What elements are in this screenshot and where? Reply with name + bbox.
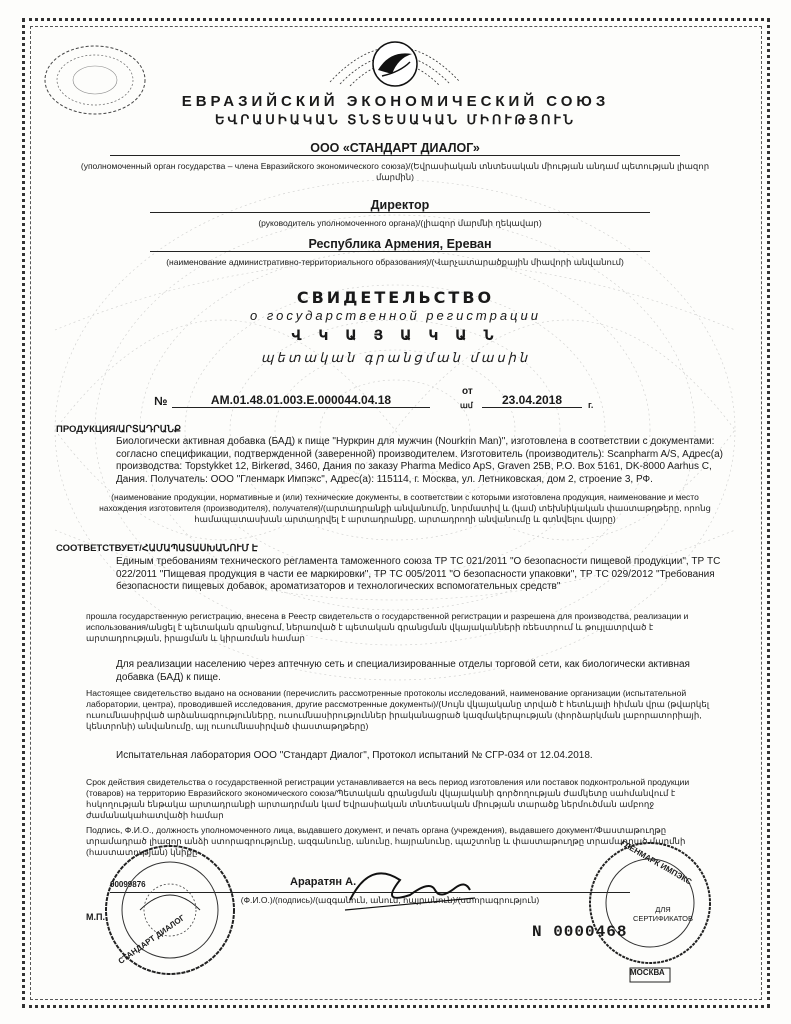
- basis-text: Настоящее свидетельство выдано на основании (перечислить рассмотренные протоколы исследований, наименование организации (испытательной лаборатории, центра), проводившей исследования, другие рассмотренные документы)/(Սույն վկայականը տրված է հետևյալի հիման վրա (թվարկել ուսումնասիրված արձանագրությունները, ուսումնասիրություններ իրականացրած կազմակերպության (փորձարկման լաբորատորիայի, կենտրոնի) անվանումը, այլ ուսումնասիրված փաստաթղթերը): [86, 688, 710, 731]
- serial-number: N 0000468: [532, 923, 628, 941]
- registration-date: 23.04.2018: [482, 393, 582, 408]
- signature-instructions: Подпись, Ф.И.О., должность уполномоченного лица, выдавшего документ, и печать органа (учреждения), выдавшего документ/Փաստաթուղթը տրամադրած լիազոր անձի ստորագրությունը, ազգանունը, անունը, հայրանունը, պաշտոնը և փաստաթուղթը տրամադրած մարմնի (հաստատության) կնիքը: [86, 825, 686, 857]
- certificate-title-am: Վ Կ Ա Յ Ա Կ Ա Ն: [291, 328, 500, 344]
- authority-caption: (уполномоченный орган государства – члена Евразийского экономического союза)/(Եվրասիական տնտեսական միության անդամ պետության լիազոր մարմին): [80, 161, 710, 182]
- registration-number: AM.01.48.01.003.E.000044.04.18: [172, 393, 430, 408]
- handwritten-signature-icon: [340, 850, 480, 920]
- conformity-label: СООТВЕТСТВУЕТ/ՀԱՄԱՊԱՏԱՍԽԱՆՈՒՄ Է: [56, 543, 258, 554]
- mp-label: М.П.: [86, 912, 105, 922]
- year-suffix: г.: [588, 400, 594, 410]
- stamp-left-number: 00099876: [110, 880, 146, 889]
- stamp-right-bottom: МОСКВА: [630, 968, 665, 977]
- certificate-title: СВИДЕТЕЛЬСТВО: [296, 288, 495, 307]
- product-caption: (наименование продукции, нормативные и (или) технические документы, в соответствии с которыми изготовлена продукция, наименование и место нахождения изготовителя (производителя), получателя)/(արտադրանքի անվանումը, նորմատիվ և (կամ) տեխնիկական փաստաթղթերը, որոնց համապատասխան արտադրվել է արտադրանքը, արտադրողի անվանումը և գտնվելու վայրը): [99, 492, 711, 524]
- authority-region-caption: (наименование административно-территориального образования)/(Վարչատարածքային միավորի անվանում): [166, 257, 624, 267]
- union-title-ru: ЕВРАЗИЙСКИЙ ЭКОНОМИЧЕСКИЙ СОЮЗ: [181, 93, 610, 110]
- stamp-right-mid: ДЛЯ СЕРТИФИКАТОВ: [632, 905, 693, 923]
- lab-text: Испытательная лаборатория ООО "Стандарт Диалог", Протокол испытаний № СГР-034 от 12.04.2018.: [116, 750, 593, 761]
- validity-text: Срок действия свидетельства о государственной регистрации устанавливается на весь период изготовления или поставок подконтрольной продукции (товаров) на территорию Евразийского экономического союза/Պետական գրանցման վկայականի գործողության ժամկետը սահմանվում է հսկողության ենթակա արտադրանքի արտադրման կամ Եվրասիական տնտեսական միության տարածք ներմուծման ամբողջ ժամանակահատվածի համար: [86, 777, 690, 820]
- eaeu-emblem-icon: [320, 22, 470, 100]
- certificate-subtitle: о государственной регистрации: [250, 308, 541, 323]
- product-label: ПРОДУКЦИЯ/ԱՐՏԱԴՐԱՆՔ: [56, 424, 182, 435]
- registry-text: прошла государственную регистрацию, внесена в Реестр свидетельств о государственной регистрации и разрешена для производства, реализации и использования/անցել է պետական գրանցում, ներառված է պետական գրանցման վկայականների ռեեստրում և թույլատրված է արտադրության, իրացման և կիրառման համար: [86, 611, 689, 643]
- product-description: Биологически активная добавка (БАД) к пище "Нуркрин для мужчин (Nourkrin Man)", изготовлена в соответствии с документами: согласно спецификации, подтвержденной (заверенной) производителем. Изготовитель (производитель): Scanpharm A/S, Адрес(а) производства: Topstykket 12, Birkerød, 3460, Дания по заказу Pharma Medico ApS, Graven 25B, P.O. Box 5161, DK-8000 Aarhus C, Дания. Получатель: ООО "Гленмарк Импэкс", Адрес(а): 115114, г. Москва, ул. Летниковская, дом 2, строение 3, РФ.: [116, 436, 723, 485]
- usage-text: Для реализации населению через аптечную сеть и специализированные отделы торговой сети, как биологически активная добавка (БАД) к пище.: [116, 659, 690, 683]
- authority-name: ООО «СТАНДАРТ ДИАЛОГ»: [110, 141, 680, 156]
- reg-no-label: №: [154, 394, 168, 408]
- stamp-right-top: ГЛЕНМАРК ИМПЭКС: [619, 838, 694, 887]
- reg-from-am: ամ: [460, 401, 473, 410]
- certificate-subtitle-am: պետական գրանցման մասին: [260, 350, 531, 365]
- conformity-text: Единым требованиям технического регламента таможенного союза ТР ТС 021/2011 "О безопасности пищевой продукции", ТР ТС 022/2011 "Пищевая продукция в части ее маркировки", ТР ТС 005/2011 "О безопасности упаковки", ТР ТС 029/2012 "Требования безопасности пищевых добавок, ароматизаторов и технологических вспомогательных средств": [116, 556, 721, 592]
- authority-head-caption: (руководитель уполномоченного органа)/(լիազոր մարմնի ղեկավար): [258, 218, 542, 228]
- union-title-am: ԵՎՐԱՍԻԱԿԱՆ ՏՆՏԵՍԱԿԱՆ ՄԻՈՒԹՅՈՒՆ: [214, 112, 577, 127]
- signatory-caption: (Ф.И.О.)/(подпись)/(ազգանուն, անուն, հայրանուն)/(ստորագրություն): [240, 895, 540, 905]
- reg-from-label: от: [462, 386, 473, 397]
- authority-head: Директор: [150, 198, 650, 213]
- signatory-name: Араратян А.: [290, 876, 357, 888]
- stamp-left-label: СТАНДАРТ ДИАЛОГ: [116, 913, 187, 966]
- authority-region: Республика Армения, Ереван: [150, 237, 650, 252]
